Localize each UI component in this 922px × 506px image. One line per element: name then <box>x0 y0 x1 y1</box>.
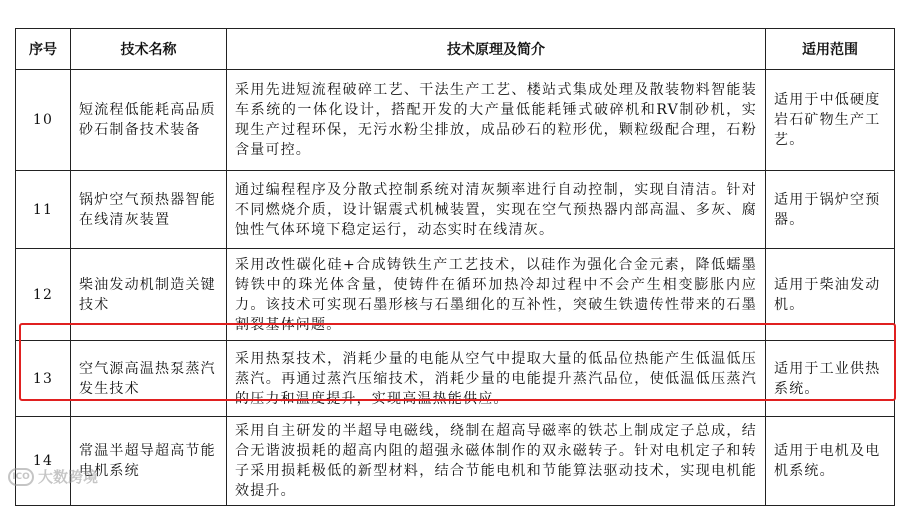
header-name: 技术名称 <box>71 29 227 70</box>
watermark <box>8 466 98 487</box>
table-row <box>16 417 895 506</box>
tech-description: 通过编程程序及分散式控制系统对清灰频率进行自动控制，实现自清洁。针对不同燃烧介质，设计锯震式机械装置，实现在空气预热器内部高温、多灰、腐蚀性气体环境下稳定运行，动态实时在线清灰。 <box>227 171 766 249</box>
tech-name: 柴油发动机制造关键技术 <box>71 249 227 341</box>
technology-table <box>15 28 895 506</box>
tech-description: 采用改性碳化硅+合成铸铁生产工艺技术，以硅作为强化合金元素，降低蠕墨铸铁中的珠光体含量，使铸件在循环加热冷却过程中不会产生相变膨胀内应力。该技术可实现石墨形核与石墨细化的互补性，突破生铁遗传性带来的石墨割裂基体问题。 <box>227 249 766 341</box>
tech-name: 常温半超导超高节能电机系统 <box>71 417 227 506</box>
header-desc: 技术原理及简介 <box>227 29 766 70</box>
header-scope: 适用范围 <box>766 29 895 70</box>
watermark-text: 大数跨境 <box>38 468 99 486</box>
row-number: 12 <box>16 249 71 341</box>
application-scope: 适用于锅炉空预器。 <box>766 171 895 249</box>
watermark-logo-icon: ICO <box>8 468 34 486</box>
application-scope: 适用于工业供热系统。 <box>766 341 895 417</box>
header-num: 序号 <box>16 29 71 70</box>
tech-name: 短流程低能耗高品质砂石制备技术装备 <box>71 70 227 171</box>
table-row <box>16 70 895 171</box>
row-number: 13 <box>16 341 71 417</box>
application-scope: 适用于电机及电机系统。 <box>766 417 895 506</box>
table-row <box>16 249 895 341</box>
table-header-row <box>16 29 895 70</box>
application-scope: 适用于中低硬度岩石矿物生产工艺。 <box>766 70 895 171</box>
tech-description: 采用自主研发的半超导电磁线，绕制在超高导磁率的铁芯上制成定子总成，结合无谐波损耗的超高内阻的超强永磁体制作的双永磁转子。针对电机定子和转子采用损耗极低的新型材料，结合节能电机和节能算法驱动技术，实现电机能效提升。 <box>227 417 766 506</box>
table-row <box>16 171 895 249</box>
row-number: 10 <box>16 70 71 171</box>
tech-name: 锅炉空气预热器智能在线清灰装置 <box>71 171 227 249</box>
row-number: 11 <box>16 171 71 249</box>
application-scope: 适用于柴油发动机。 <box>766 249 895 341</box>
tech-name: 空气源高温热泵蒸汽发生技术 <box>71 341 227 417</box>
tech-description: 采用先进短流程破碎工艺、干法生产工艺、楼站式集成处理及散装物料智能装车系统的一体化设计，搭配开发的大产量低能耗锤式破碎机和RV制砂机，实现生产过程环保，无污水粉尘排放，成品砂石的粒形优，颗粒级配合理，石粉含量可控。 <box>227 70 766 171</box>
table-row-highlighted <box>16 341 895 417</box>
tech-description: 采用热泵技术，消耗少量的电能从空气中提取大量的低品位热能产生低温低压蒸汽。再通过蒸汽压缩技术，消耗少量的电能提升蒸汽品位，使低温低压蒸汽的压力和温度提升，实现高温热能供应。 <box>227 341 766 417</box>
row-number: 14 <box>16 417 71 506</box>
